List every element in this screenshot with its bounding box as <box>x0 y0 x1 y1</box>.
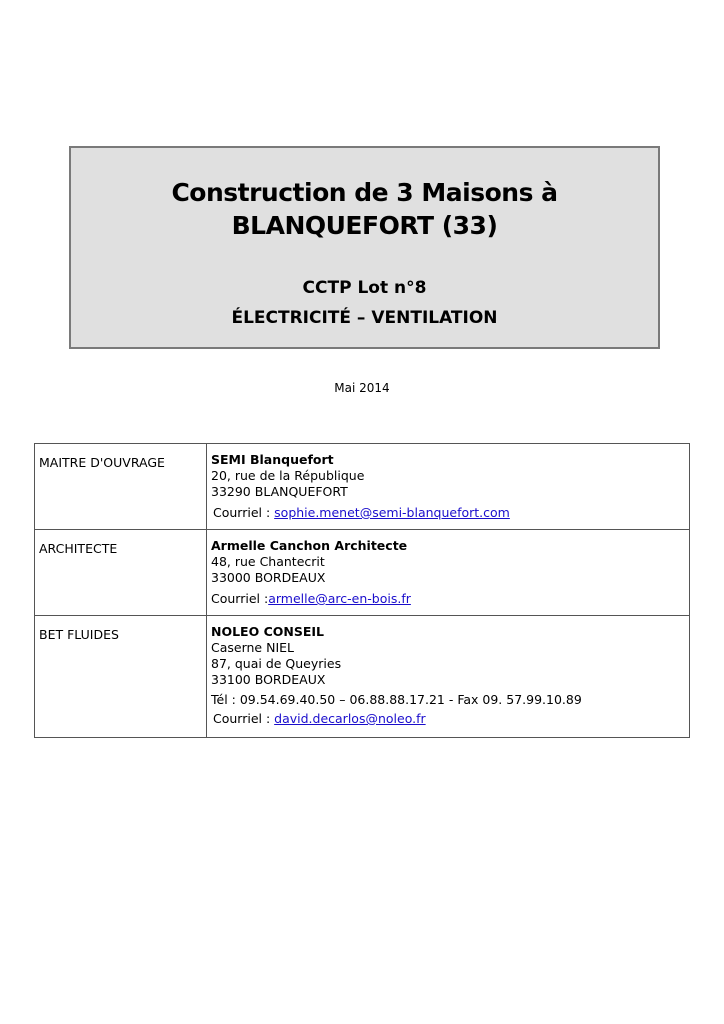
info-cell <box>207 444 690 530</box>
lot-number: CCTP Lot n°8 <box>302 278 427 298</box>
table-row-bet-fluides <box>35 616 690 738</box>
email-line <box>211 711 685 727</box>
role-label: MAITRE D'OUVRAGE <box>39 455 165 470</box>
role-cell <box>35 530 207 616</box>
email-line <box>211 505 685 521</box>
contact-name: SEMI Blanquefort <box>211 452 334 467</box>
role-label: BET FLUIDES <box>39 627 119 642</box>
email-label: Courriel : <box>211 591 269 606</box>
contact-address-line: 87, quai de Queyries <box>211 656 342 671</box>
document-title: Construction de 3 Maisons à BLANQUEFORT (33) <box>171 178 558 240</box>
table-row-architecte <box>35 530 690 616</box>
role-cell <box>35 616 207 738</box>
contact-name: Armelle Canchon Architecte <box>211 538 408 553</box>
contact-address-line: 20, rue de la République <box>211 468 365 483</box>
email-line <box>211 591 685 607</box>
info-cell <box>207 530 690 616</box>
contact-address-line: 48, rue Chantecrit <box>211 554 325 569</box>
email-label: Courriel : <box>213 505 275 520</box>
email-label: Courriel : <box>213 711 275 726</box>
contact-city-line: 33290 BLANQUEFORT <box>211 484 348 499</box>
contacts-table <box>34 443 690 738</box>
info-cell <box>207 616 690 738</box>
contact-city-line: 33100 BORDEAUX <box>211 672 326 687</box>
contact-name: NOLEO CONSEIL <box>211 624 324 639</box>
table-row-maitre-ouvrage <box>35 444 690 530</box>
email-link[interactable]: sophie.menet@semi-blanquefort.com <box>274 505 510 520</box>
title-box <box>69 146 660 349</box>
lot-subject: ÉLECTRICITÉ – VENTILATION <box>231 308 498 328</box>
document-date: Mai 2014 <box>334 381 390 395</box>
email-link[interactable]: david.decarlos@noleo.fr <box>274 711 426 726</box>
contact-phone-line: Tél : 09.54.69.40.50 – 06.88.88.17.21 - Fax 09. 57.99.10.89 <box>211 692 582 707</box>
contact-building-line: Caserne NIEL <box>211 640 294 655</box>
email-link[interactable]: armelle@arc-en-bois.fr <box>268 591 411 606</box>
role-label: ARCHITECTE <box>39 541 118 556</box>
role-cell <box>35 444 207 530</box>
contact-city-line: 33000 BORDEAUX <box>211 570 326 585</box>
